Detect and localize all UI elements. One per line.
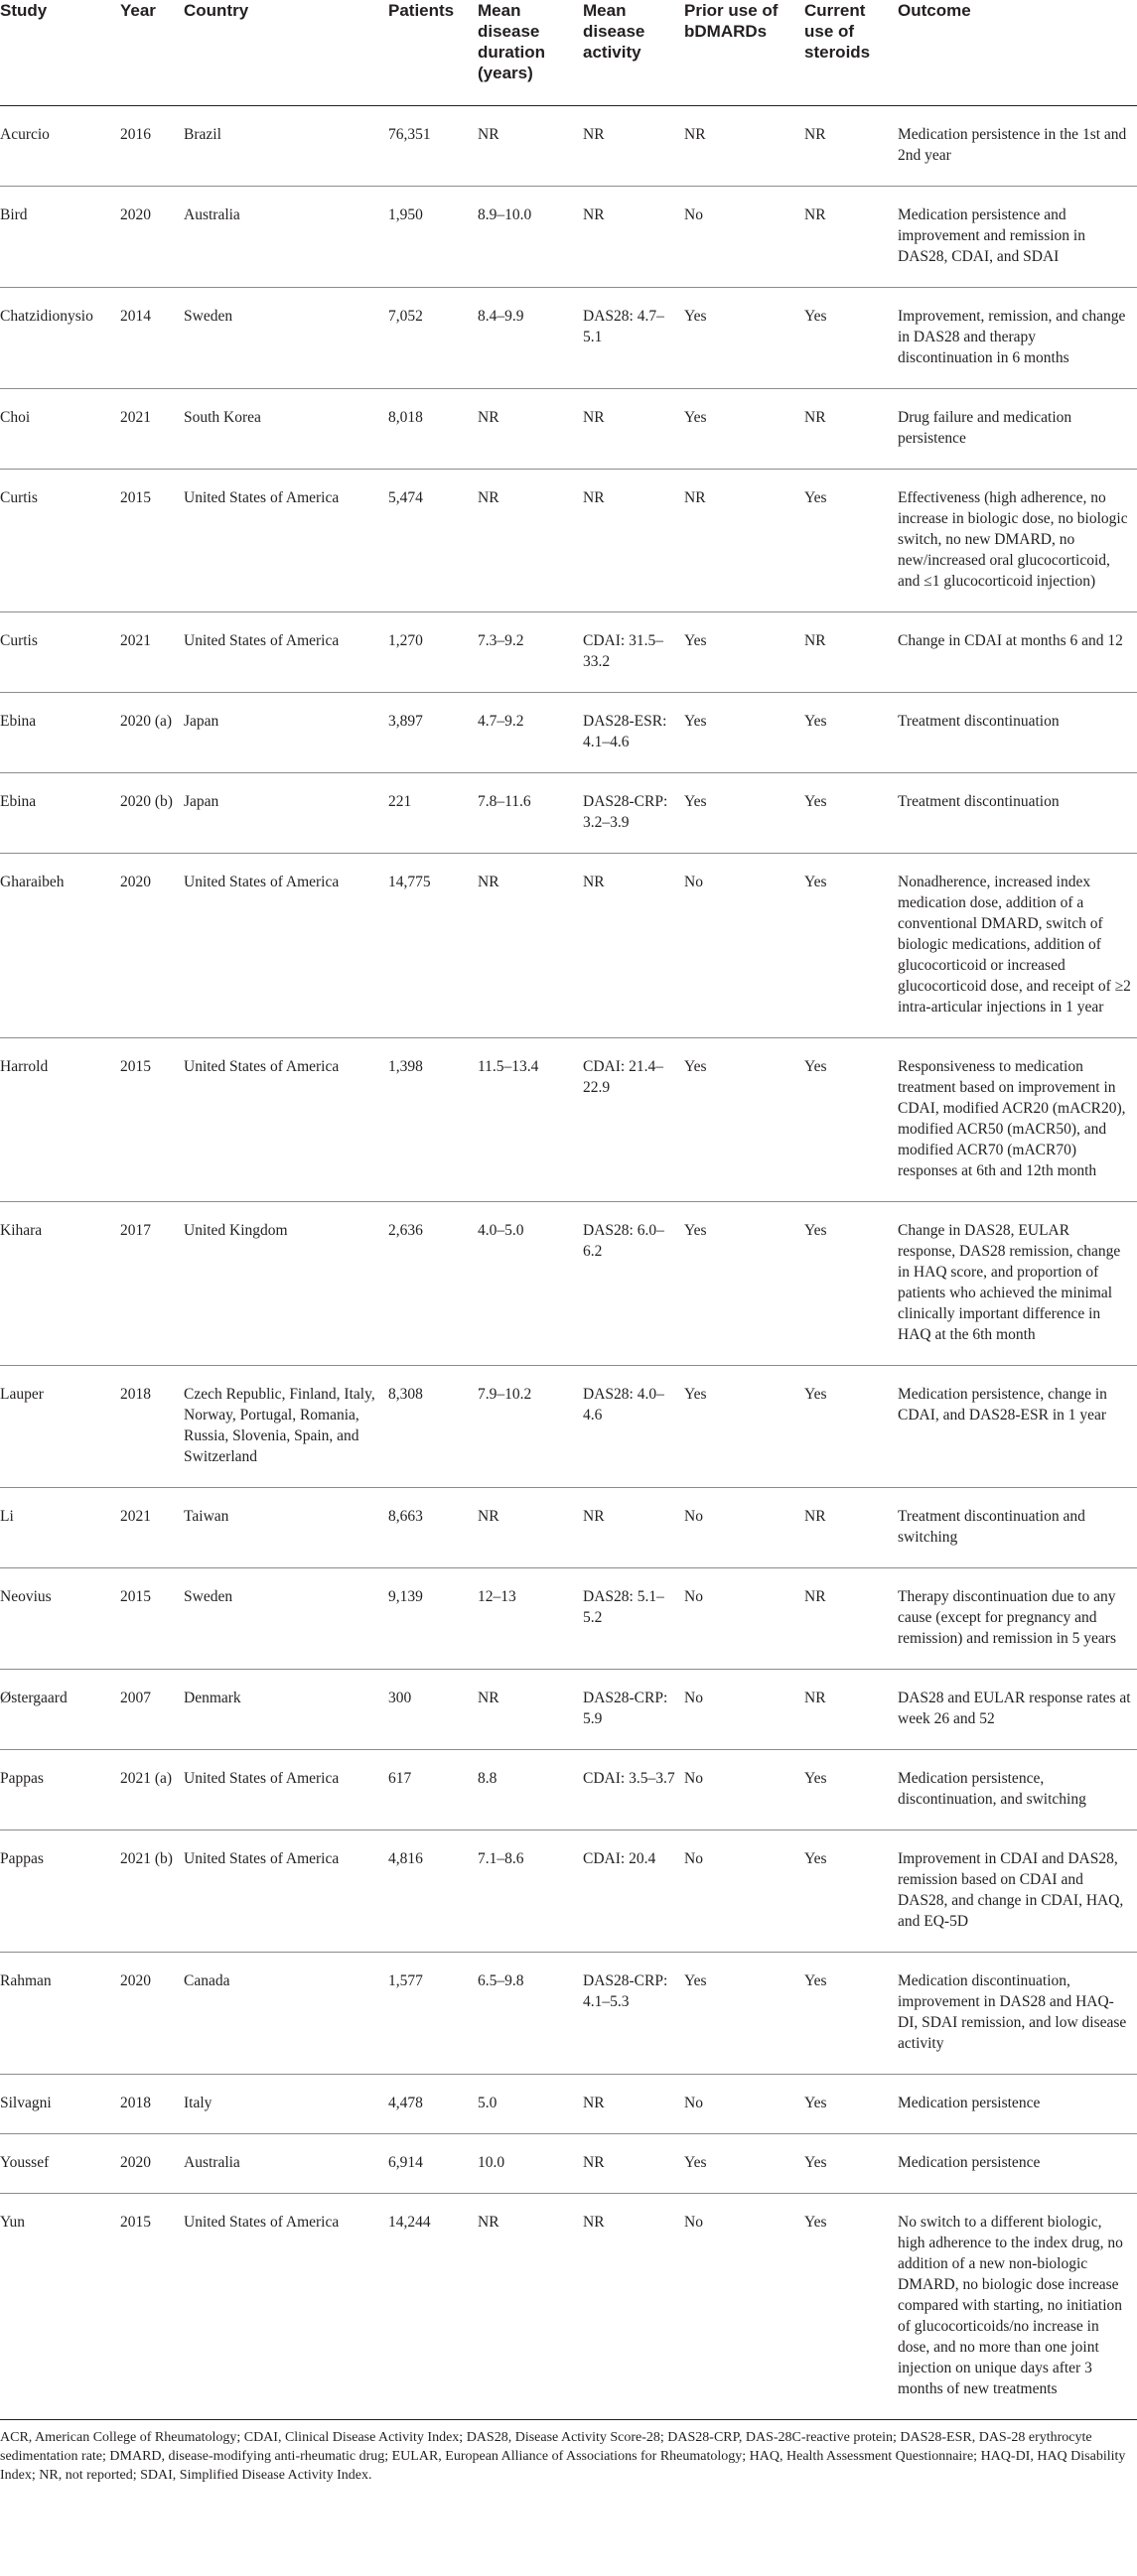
cell-prior: No [684,1568,804,1670]
cell-study: Li [0,1488,120,1568]
cell-outcome: Drug failure and medication persistence [898,389,1137,470]
cell-study: Lauper [0,1366,120,1488]
cell-prior: NR [684,470,804,612]
cell-outcome: Nonadherence, increased index medication dose, addition of a conventional DMARD, switch of biologic medications, addition of glucocorticoid or increased glucocorticoid dose, and receipt of ≥2 intra-articular injections in 1 year [898,854,1137,1038]
cell-country: Taiwan [184,1488,388,1568]
cell-steroids: NR [804,106,898,187]
table-row [0,773,1137,854]
cell-duration: 11.5–13.4 [478,1038,583,1202]
cell-steroids: Yes [804,1953,898,2075]
cell-year: 2015 [120,1038,184,1202]
cell-duration: NR [478,1488,583,1568]
cell-year: 2015 [120,1568,184,1670]
cell-country: Japan [184,693,388,773]
cell-steroids: NR [804,187,898,288]
cell-duration: 7.9–10.2 [478,1366,583,1488]
header-study: Study [0,0,120,106]
cell-activity: DAS28-CRP: 4.1–5.3 [583,1953,684,2075]
cell-country: Brazil [184,106,388,187]
cell-study: Curtis [0,612,120,693]
cell-study: Kihara [0,1202,120,1366]
cell-year: 2018 [120,2075,184,2134]
cell-prior: Yes [684,288,804,389]
cell-patients: 1,577 [388,1953,478,2075]
header-prior-bdmards: Prior use of bDMARDs [684,0,804,106]
cell-duration: 5.0 [478,2075,583,2134]
cell-prior: No [684,1750,804,1830]
cell-patients: 8,018 [388,389,478,470]
cell-year: 2015 [120,2194,184,2420]
cell-activity: DAS28-CRP: 3.2–3.9 [583,773,684,854]
cell-prior: Yes [684,1366,804,1488]
cell-patients: 1,950 [388,187,478,288]
cell-patients: 221 [388,773,478,854]
cell-duration: NR [478,470,583,612]
cell-activity: CDAI: 3.5–3.7 [583,1750,684,1830]
cell-outcome: Improvement, remission, and change in DAS28 and therapy discontinuation in 6 months [898,288,1137,389]
cell-country: Australia [184,2134,388,2194]
cell-patients: 14,244 [388,2194,478,2420]
table-row [0,470,1137,612]
header-row [0,0,1137,106]
cell-study: Bird [0,187,120,288]
table-row [0,1750,1137,1830]
cell-outcome: DAS28 and EULAR response rates at week 26 and 52 [898,1670,1137,1750]
cell-activity: CDAI: 21.4–22.9 [583,1038,684,1202]
cell-study: Pappas [0,1750,120,1830]
cell-activity: NR [583,854,684,1038]
cell-year: 2020 [120,1953,184,2075]
cell-year: 2018 [120,1366,184,1488]
cell-country: Sweden [184,1568,388,1670]
cell-duration: 7.8–11.6 [478,773,583,854]
cell-patients: 1,270 [388,612,478,693]
cell-year: 2020 (b) [120,773,184,854]
table-row [0,1830,1137,1953]
cell-prior: Yes [684,2134,804,2194]
cell-year: 2016 [120,106,184,187]
table-row [0,854,1137,1038]
cell-year: 2021 (a) [120,1750,184,1830]
cell-study: Chatzidionysio [0,288,120,389]
table-footnote: ACR, American College of Rheumatology; CDAI, Clinical Disease Activity Index; DAS28, Disease Activity Score-28; DAS28-CRP, DAS-28C-reactive protein; DAS28-ESR, DAS-28 erythrocyte sedimentation rate; DMARD, disease-modifying anti-rheumatic drug; EULAR, European Alliance of Associations for Rheumatology; HAQ, Health Assessment Questionnaire; HAQ-DI, HAQ Disability Index; NR, not reported; SDAI, Simplified Disease Activity Index. [0,2430,1126,2483]
cell-patients: 7,052 [388,288,478,389]
cell-year: 2014 [120,288,184,389]
cell-outcome: Medication persistence [898,2134,1137,2194]
cell-outcome: Medication persistence, change in CDAI, and DAS28-ESR in 1 year [898,1366,1137,1488]
cell-prior: No [684,187,804,288]
cell-prior: No [684,2194,804,2420]
cell-outcome: Medication persistence, discontinuation, and switching [898,1750,1137,1830]
cell-study: Youssef [0,2134,120,2194]
cell-steroids: NR [804,389,898,470]
table-row [0,2075,1137,2134]
cell-study: Curtis [0,470,120,612]
cell-outcome: Medication persistence [898,2075,1137,2134]
cell-country: United States of America [184,1038,388,1202]
cell-steroids: NR [804,1670,898,1750]
cell-steroids: Yes [804,288,898,389]
cell-activity: DAS28: 4.0–4.6 [583,1366,684,1488]
header-country: Country [184,0,388,106]
cell-year: 2021 [120,612,184,693]
cell-country: Australia [184,187,388,288]
cell-activity: NR [583,106,684,187]
cell-year: 2017 [120,1202,184,1366]
cell-activity: NR [583,187,684,288]
cell-country: Canada [184,1953,388,2075]
cell-year: 2020 (a) [120,693,184,773]
cell-study: Østergaard [0,1670,120,1750]
cell-prior: Yes [684,1202,804,1366]
cell-duration: 6.5–9.8 [478,1953,583,2075]
cell-activity: DAS28-CRP: 5.9 [583,1670,684,1750]
table-row [0,389,1137,470]
cell-year: 2021 [120,1488,184,1568]
cell-steroids: Yes [804,2075,898,2134]
cell-activity: NR [583,2194,684,2420]
cell-patients: 76,351 [388,106,478,187]
cell-prior: No [684,1830,804,1953]
cell-country: United States of America [184,1750,388,1830]
cell-steroids: Yes [804,1366,898,1488]
cell-steroids: Yes [804,1038,898,1202]
cell-steroids: Yes [804,854,898,1038]
cell-country: United States of America [184,1830,388,1953]
cell-prior: Yes [684,773,804,854]
cell-prior: No [684,1488,804,1568]
cell-activity: CDAI: 20.4 [583,1830,684,1953]
cell-activity: DAS28: 4.7–5.1 [583,288,684,389]
cell-steroids: Yes [804,2134,898,2194]
table-header [0,0,1137,106]
cell-study: Acurcio [0,106,120,187]
cell-activity: NR [583,2075,684,2134]
header-steroids: Current use of steroids [804,0,898,106]
cell-patients: 14,775 [388,854,478,1038]
cell-duration: 8.4–9.9 [478,288,583,389]
cell-country: United States of America [184,470,388,612]
cell-patients: 300 [388,1670,478,1750]
cell-outcome: Medication discontinuation, improvement in DAS28 and HAQ-DI, SDAI remission, and low disease activity [898,1953,1137,2075]
cell-duration: 4.7–9.2 [478,693,583,773]
cell-patients: 3,897 [388,693,478,773]
cell-country: Denmark [184,1670,388,1750]
table-row [0,1953,1137,2075]
cell-outcome: No switch to a different biologic, high adherence to the index drug, no addition of a new non-biologic DMARD, no biologic dose increase compared with starting, no initiation of glucocorticoids/no increase in dose, and no more than one joint injection on unique days after 3 months of new treatments [898,2194,1137,2420]
cell-steroids: Yes [804,693,898,773]
cell-year: 2020 [120,187,184,288]
table-row [0,187,1137,288]
cell-country: Japan [184,773,388,854]
cell-activity: NR [583,389,684,470]
table-row [0,2134,1137,2194]
cell-steroids: NR [804,1488,898,1568]
cell-activity: DAS28: 5.1–5.2 [583,1568,684,1670]
cell-outcome: Therapy discontinuation due to any cause (except for pregnancy and remission) and remission in 5 years [898,1568,1137,1670]
cell-patients: 2,636 [388,1202,478,1366]
cell-country: South Korea [184,389,388,470]
cell-prior: No [684,1670,804,1750]
cell-duration: 7.3–9.2 [478,612,583,693]
cell-steroids: Yes [804,1830,898,1953]
table-row [0,2194,1137,2420]
cell-study: Gharaibeh [0,854,120,1038]
cell-patients: 4,816 [388,1830,478,1953]
table-row [0,612,1137,693]
cell-patients: 6,914 [388,2134,478,2194]
cell-country: Italy [184,2075,388,2134]
cell-outcome: Treatment discontinuation and switching [898,1488,1137,1568]
cell-patients: 5,474 [388,470,478,612]
header-outcome: Outcome [898,0,1137,106]
cell-outcome: Improvement in CDAI and DAS28, remission based on CDAI and DAS28, and change in CDAI, HAQ, and EQ-5D [898,1830,1137,1953]
header-duration: Mean disease duration (years) [478,0,583,106]
cell-country: United States of America [184,612,388,693]
header-year: Year [120,0,184,106]
cell-country: Czech Republic, Finland, Italy, Norway, Portugal, Romania, Russia, Slovenia, Spain, and Switzerland [184,1366,388,1488]
cell-study: Neovius [0,1568,120,1670]
cell-patients: 8,308 [388,1366,478,1488]
cell-duration: 7.1–8.6 [478,1830,583,1953]
cell-activity: NR [583,470,684,612]
table-row [0,1488,1137,1568]
cell-prior: No [684,854,804,1038]
cell-country: United States of America [184,2194,388,2420]
cell-duration: 4.0–5.0 [478,1202,583,1366]
table-row [0,1568,1137,1670]
cell-year: 2020 [120,2134,184,2194]
cell-prior: Yes [684,1038,804,1202]
cell-duration: 8.9–10.0 [478,187,583,288]
cell-duration: NR [478,1670,583,1750]
cell-study: Silvagni [0,2075,120,2134]
table-row [0,1038,1137,1202]
cell-outcome: Responsiveness to medication treatment based on improvement in CDAI, modified ACR20 (mACR20), modified ACR50 (mACR50), and modified ACR70 (mACR70) responses at 6th and 12th month [898,1038,1137,1202]
cell-patients: 9,139 [388,1568,478,1670]
cell-prior: No [684,2075,804,2134]
cell-activity: NR [583,1488,684,1568]
cell-outcome: Effectiveness (high adherence, no increase in biologic dose, no biologic switch, no new DMARD, no new/increased oral glucocorticoid, and ≤1 glucocorticoid injection) [898,470,1137,612]
cell-outcome: Medication persistence in the 1st and 2nd year [898,106,1137,187]
cell-prior: NR [684,106,804,187]
cell-steroids: Yes [804,773,898,854]
cell-activity: NR [583,2134,684,2194]
cell-study: Choi [0,389,120,470]
cell-patients: 1,398 [388,1038,478,1202]
table-row [0,693,1137,773]
cell-patients: 617 [388,1750,478,1830]
cell-year: 2007 [120,1670,184,1750]
cell-outcome: Change in DAS28, EULAR response, DAS28 remission, change in HAQ score, and proportion of patients who achieved the minimal clinically important difference in HAQ at the 6th month [898,1202,1137,1366]
table-body [0,106,1137,2420]
cell-steroids: NR [804,1568,898,1670]
cell-prior: Yes [684,389,804,470]
cell-duration: 8.8 [478,1750,583,1830]
cell-duration: NR [478,389,583,470]
cell-prior: Yes [684,612,804,693]
cell-country: Sweden [184,288,388,389]
cell-steroids: Yes [804,1750,898,1830]
table-row [0,1202,1137,1366]
cell-country: United States of America [184,854,388,1038]
cell-outcome: Change in CDAI at months 6 and 12 [898,612,1137,693]
cell-study: Harrold [0,1038,120,1202]
cell-year: 2021 [120,389,184,470]
cell-year: 2020 [120,854,184,1038]
cell-duration: 12–13 [478,1568,583,1670]
cell-year: 2015 [120,470,184,612]
cell-activity: DAS28-ESR: 4.1–4.6 [583,693,684,773]
cell-steroids: Yes [804,2194,898,2420]
cell-activity: CDAI: 31.5–33.2 [583,612,684,693]
cell-patients: 8,663 [388,1488,478,1568]
cell-steroids: Yes [804,470,898,612]
cell-outcome: Treatment discontinuation [898,773,1137,854]
cell-prior: Yes [684,1953,804,2075]
cell-duration: NR [478,106,583,187]
cell-outcome: Treatment discontinuation [898,693,1137,773]
cell-steroids: Yes [804,1202,898,1366]
cell-country: United Kingdom [184,1202,388,1366]
cell-study: Ebina [0,693,120,773]
cell-prior: Yes [684,693,804,773]
table-row [0,1366,1137,1488]
cell-year: 2021 (b) [120,1830,184,1953]
table-row [0,106,1137,187]
table-row [0,1670,1137,1750]
cell-patients: 4,478 [388,2075,478,2134]
cell-outcome: Medication persistence and improvement and remission in DAS28, CDAI, and SDAI [898,187,1137,288]
cell-duration: 10.0 [478,2134,583,2194]
cell-activity: DAS28: 6.0–6.2 [583,1202,684,1366]
cell-study: Ebina [0,773,120,854]
table-row [0,288,1137,389]
cell-study: Rahman [0,1953,120,2075]
cell-steroids: NR [804,612,898,693]
header-patients: Patients [388,0,478,106]
cell-study: Yun [0,2194,120,2420]
cell-study: Pappas [0,1830,120,1953]
cell-duration: NR [478,854,583,1038]
header-activity: Mean disease activity [583,0,684,106]
cell-duration: NR [478,2194,583,2420]
